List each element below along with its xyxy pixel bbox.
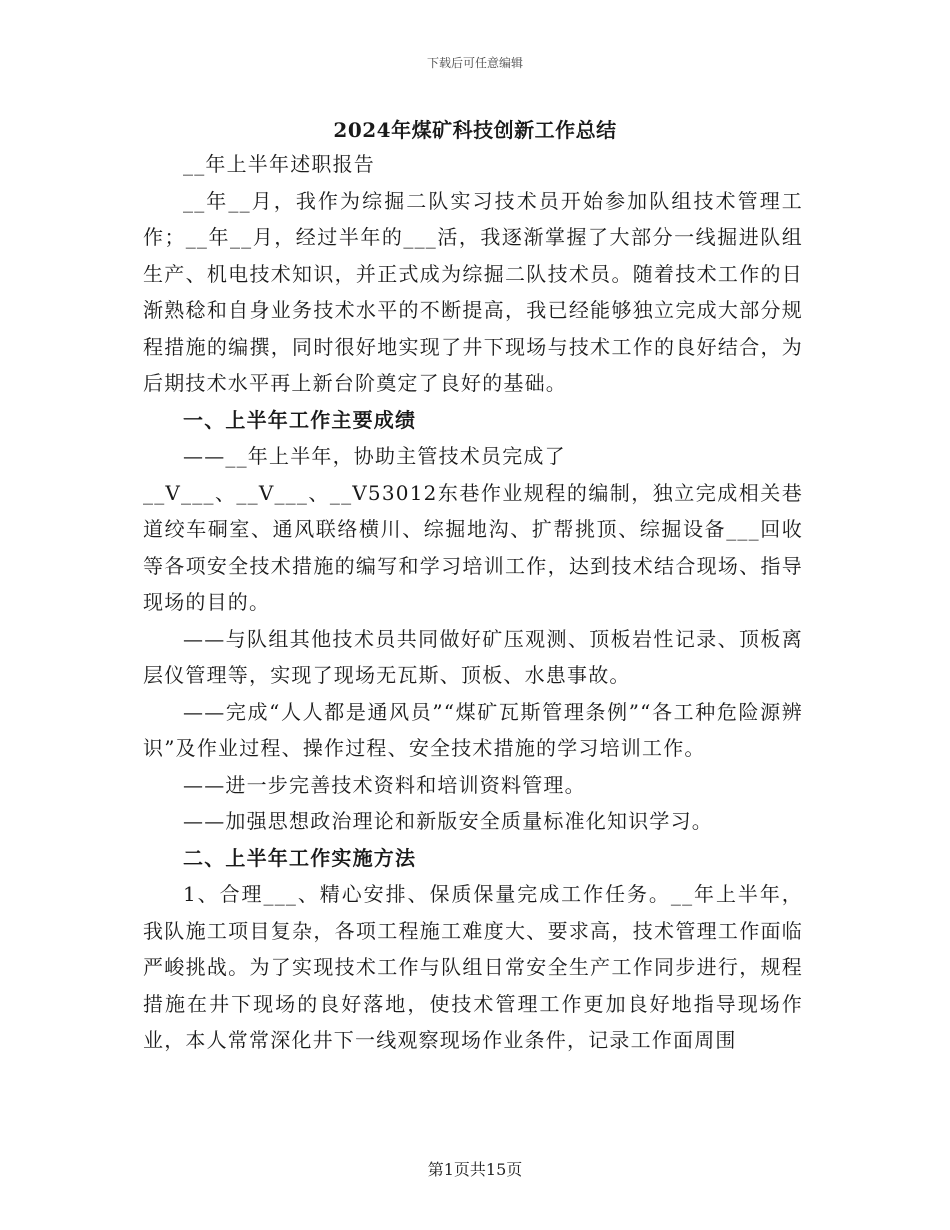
paragraph-achievement-2: ——与队组其他技术员共同做好矿压观测、顶板岩性记录、顶板离层仪管理等，实现了现场无瓦斯、顶板、水患事故。 [143,626,803,687]
document-title: 2024年煤矿科技创新工作总结 [333,118,617,142]
section-heading-methods: 二、上半年工作实施方法 [183,845,417,870]
paragraph-achievement-3: ——完成“人人都是通风员”“煤矿瓦斯管理条例”“各工种危险源辨识”及作业过程、操作过程、安全技术措施的学习培训工作。 [143,699,803,760]
paragraph-method-1: 1、合理___、精心安排、保质保量完成工作任务。__年上半年，我队施工项目复杂，各项工程施工难度大、要求高，技术管理工作面临严峻挑战。为了实现技术工作与队组日常安全生产工作同步进行，规程措施在井下现场的良好落地，使技术管理工作更加良好地指导现场作业，本人常常深化井下一线观察现场作业条件，记录工作面周围 [143,882,803,1052]
page-number-footer: 第1页共15页 [427,1160,523,1179]
section-heading-achievements: 一、上半年工作主要成绩 [183,407,417,432]
paragraph-intro: __年__月，我作为综掘二队实习技术员开始参加队组技术管理工作；__年__月，经过半年的___活，我逐渐掌握了大部分一线掘进队组生产、机电技术知识，并正式成为综掘二队技术员。随着技术工作的日渐熟稔和自身业务技术水平的不断提高，我已经能够独立完成大部分规程措施的编撰，同时很好地实现了井下现场与技术工作的良好结合，为后期技术水平再上新台阶奠定了良好的基础。 [143,188,803,395]
document-body [143,146,803,1059]
paragraph-achievement-5: ——加强思想政治理论和新版安全质量标准化知识学习。 [183,809,713,833]
paragraph-achievement-1b: __V___、__V___、__V53012东巷作业规程的编制，独立完成相关巷道绞车硐室、通风联络横川、综掘地沟、扩帮挑顶、综掘设备___回收等各项安全技术措施的编写和学习培训工作，达到技术结合现场、指导现场的目的。 [143,480,803,614]
paragraph-achievement-1a: ——__年上半年，协助主管技术员完成了 [183,444,566,468]
header-note: 下载后可任意编辑 [426,56,523,70]
paragraph-subtitle: __年上半年述职报告 [183,152,375,176]
paragraph-achievement-4: ——进一步完善技术资料和培训资料管理。 [183,772,586,797]
